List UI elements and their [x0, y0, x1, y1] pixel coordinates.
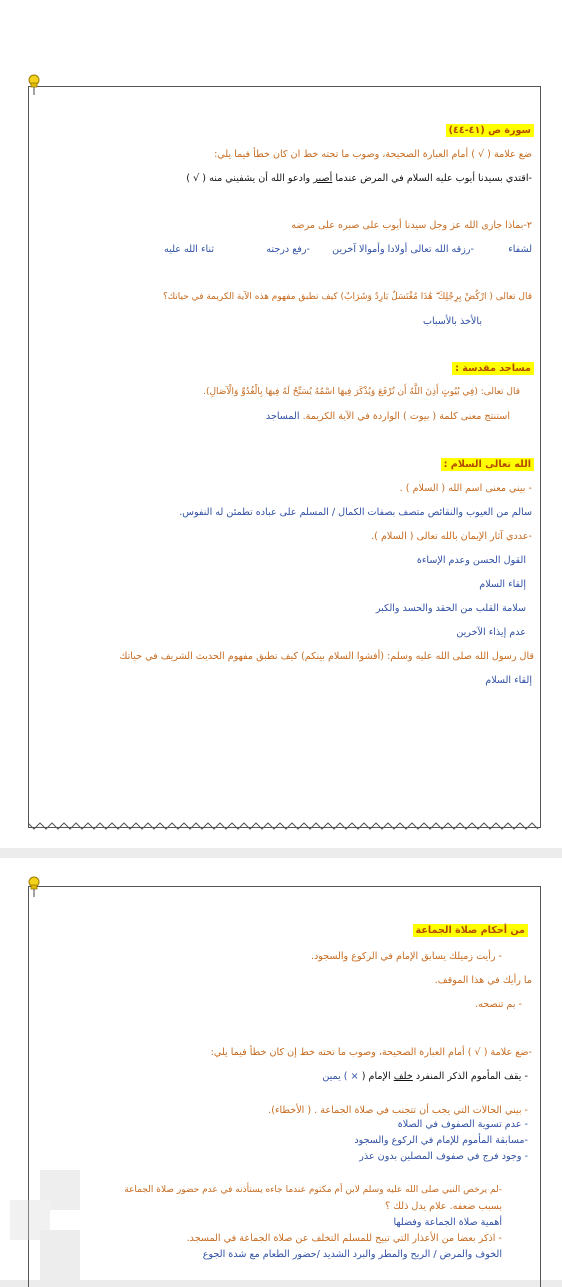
question-text: -عددي آثار الإيمان بالله تعالى ( السلام ).: [371, 531, 532, 542]
answer-text: بالأخذ بالأسباب: [422, 316, 482, 327]
pushpin-icon: [26, 74, 42, 96]
question-text: ٢-بماذا جازى الله عز وجل سيدنا أيوب على صبره على مرضه: [291, 220, 532, 231]
avoid-item: - عدم تسوية الصفوف في الصلاة: [397, 1119, 528, 1130]
verse-text: قال تعالى: (فِي بُيُوتٍ أَذِنَ اللَّهُ أَن تُرْفَعَ وَيُذْكَرَ فِيهَا اسْمُهُ يُسَبِّحُ لَهُ فِيهَا بِالْغُدُوِّ وَالْآصَالِ).: [203, 387, 520, 397]
answer-text: إلقاء السلام: [485, 675, 532, 686]
effect-item: عدم إيذاء الآخرين: [456, 627, 526, 638]
statement-item: - يقف المأموم الذكر المنفرد خلف الإمام ( × ) يمين: [322, 1071, 528, 1082]
question-text: -لم يرخص النبي صلى الله عليه وسلم لابن أم مكتوم عندما جاءه يستأذنه في عدم حضور صلاة الجماعة: [124, 1185, 502, 1195]
effect-item: إلقاء السلام: [479, 579, 526, 590]
section-heading-mosques: مساجد مقدسة :: [452, 362, 534, 375]
answer-mark: ×: [350, 1071, 359, 1082]
question-text: بسبب ضعفه. علام يدل ذلك ؟: [384, 1201, 502, 1212]
page-bottom-edge: [28, 822, 541, 830]
question-answer-line: استنتج معنى كلمة ( بيوت ) الواردة في الآية الكريمة. المساجد: [265, 411, 510, 422]
avoid-item: -مسابقة المأموم للإمام في الركوع والسجود: [354, 1135, 528, 1146]
page-border: [28, 86, 541, 828]
answer-mark: √: [193, 173, 200, 184]
section-heading-surah-sad: سورة ص (٤١-٤٤): [446, 124, 534, 137]
question-text: ما رأيك في هذا الموقف.: [434, 975, 532, 986]
underlined-word: خلف: [393, 1071, 413, 1082]
avoid-item: - وجود فرج في صفوف المصلين بدون عذر: [359, 1151, 528, 1162]
section-heading-congregational-prayer: من أحكام صلاة الجماعة: [413, 924, 528, 937]
option-2: -رزقه الله تعالى أولادا وأموالا آخرين: [332, 244, 474, 255]
watermark-logo: [10, 1170, 120, 1280]
pushpin-icon: [26, 876, 42, 898]
effect-item: سلامة القلب من الحقد والحسد والكبر: [375, 603, 526, 614]
statement-item: -اقتدي بسيدنا أيوب عليه السلام في المرض عندما أصبر وادعو الله أن يشفيني منه ( √ ): [186, 173, 532, 184]
section-heading-as-salam: الله تعالى السلام :: [441, 458, 534, 471]
option-1: لشفاء: [508, 244, 532, 255]
question-text: - بيني معنى اسم الله ( السلام ) .: [399, 483, 532, 494]
underlined-word: أصبر: [313, 173, 333, 184]
effect-item: القول الحسن وعدم الإساءة: [416, 555, 526, 566]
instruction-text: ضع علامة ( √ ) أمام العبارة الصحيحة، وصوب ما تحته خط ان كان خطأ فيما يلي:: [214, 149, 532, 160]
question-text: قال تعالى ( ارْكُضْ بِرِجْلِكَ ۖ هَٰذَا مُغْتَسَلٌ بَارِدٌ وَشَرَابٌ) كيف تطبق مفهوم هذه الآية الكريمة في حياتك؟: [162, 292, 532, 302]
question-text: قال رسول الله صلى الله عليه وسلم: (أفشوا السلام بينكم) كيف تطبق مفهوم الحديث الشريف في حياتك: [119, 651, 534, 662]
scenario-text: - رأيت زميلك يسابق الإمام في الركوع والسجود.: [310, 951, 502, 962]
instruction-text: -ضع علامة ( √ ) أمام العبارة الصحيحة، وصوب ما تحته خط إن كان خطأ فيما يلي:: [210, 1047, 532, 1058]
answer-text: سالم من العيوب والنقائص متصف بصفات الكمال / المسلم على عباده تطمئن له النفوس.: [179, 507, 532, 518]
answer-text: الخوف والمرض / الريح والمطر والبرد الشديد /حضور الطعام مع شدة الجوع: [202, 1249, 502, 1260]
option-3: -رفع درجته: [266, 244, 310, 255]
question-text: - بم تنصحه.: [475, 999, 522, 1010]
option-4: ثناء الله عليه: [164, 244, 214, 255]
question-text: - بيني الحالات التي يجب أن تتجنب في صلاة الجماعة . ( الأخطاء).: [268, 1105, 528, 1116]
answer-text: أهمية صلاة الجماعة وفضلها: [393, 1217, 502, 1228]
question-text: - اذكر بعضا من الأعذار التي تبيح للمسلم التخلف عن صلاة الجماعة في المسجد.: [186, 1233, 502, 1244]
